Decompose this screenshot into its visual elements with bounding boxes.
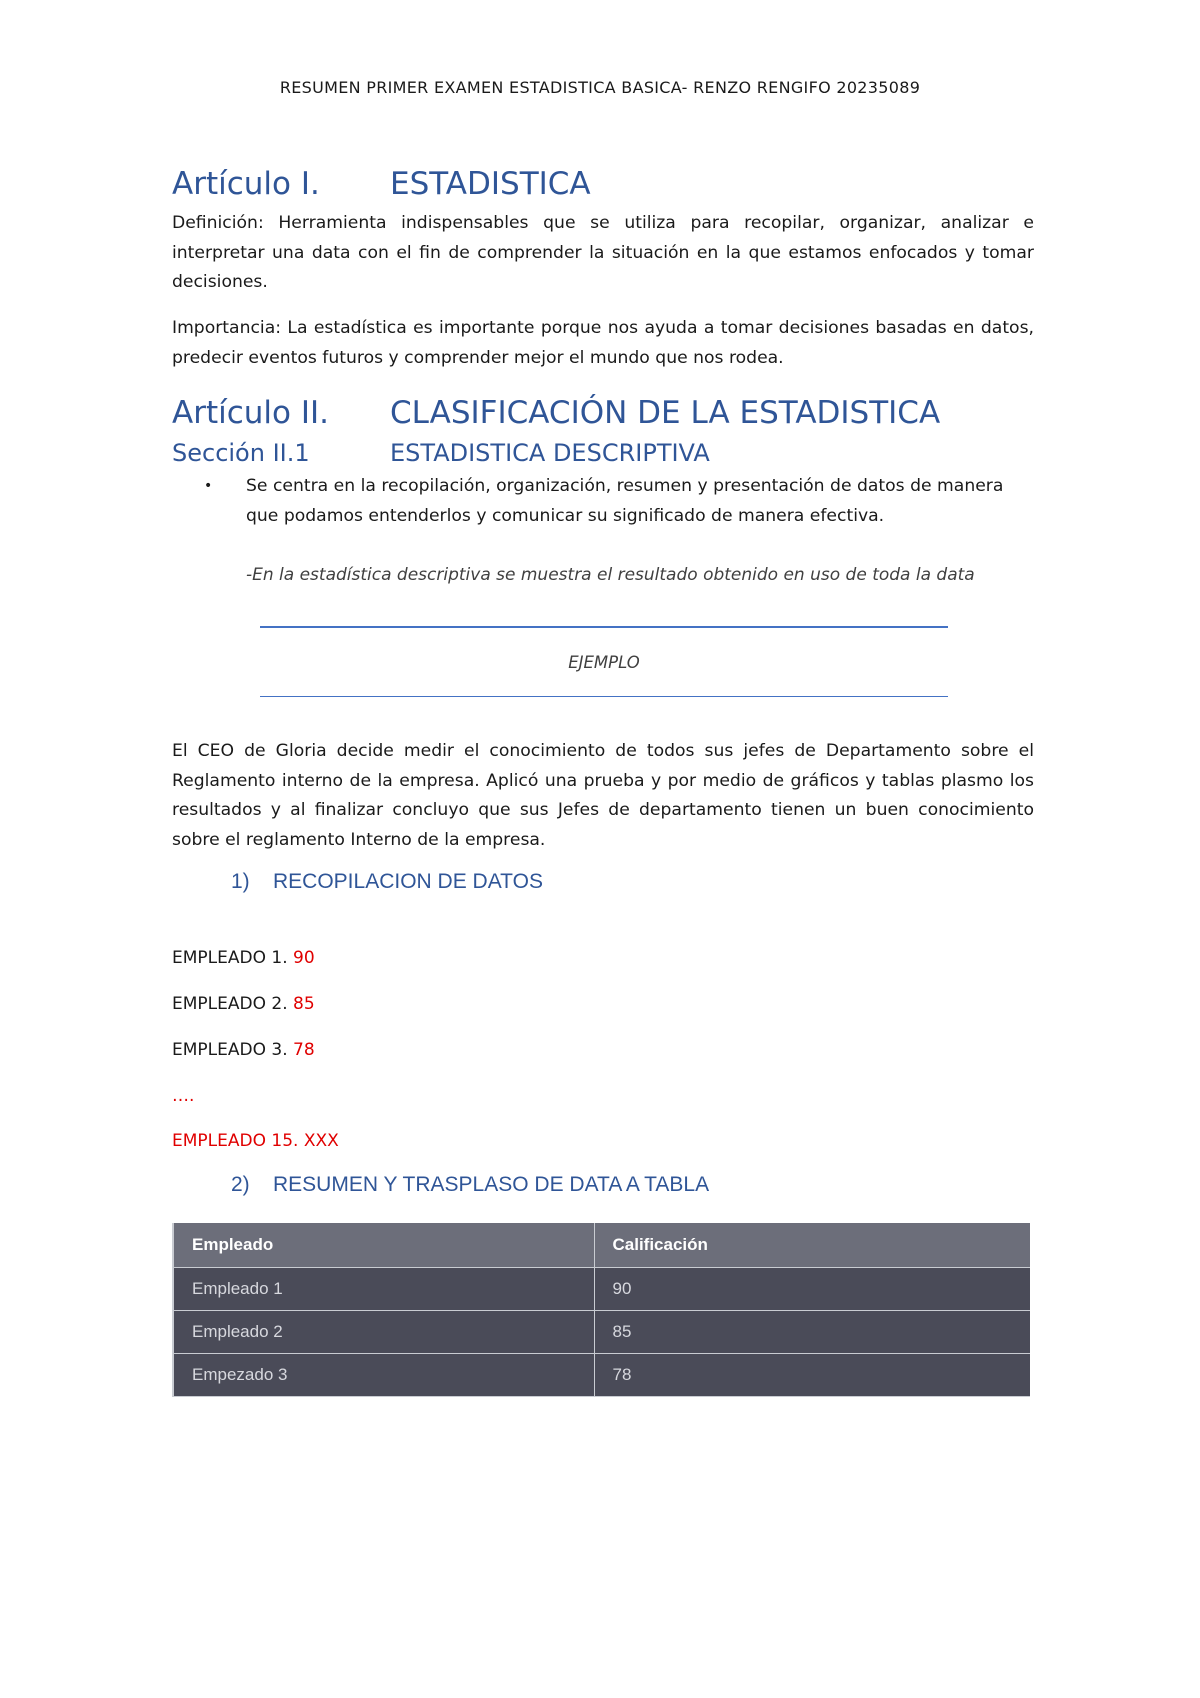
employee-1-score: 90 (293, 948, 315, 968)
cell-grade: 78 (594, 1353, 1030, 1396)
table-row (173, 1353, 1030, 1396)
cell-employee: Empleado 2 (173, 1310, 594, 1353)
header-calificacion: Calificación (594, 1223, 1030, 1267)
employee-15-line: EMPLEADO 15. XXX (172, 1131, 339, 1151)
bullet-text: Se centra en la recopilación, organización, resumen y presentación de datos de manera que podamos entenderlos y comunicar su significado de manera efectiva. (246, 476, 1004, 526)
step-2-heading (231, 1173, 710, 1197)
step-1-heading (231, 870, 543, 894)
step-1-number: 1) (231, 870, 250, 893)
employee-2-label: EMPLEADO 2. (172, 994, 294, 1014)
article-1-title: ESTADISTICA (390, 166, 591, 202)
definition-paragraph: Definición: Herramienta indispensables que se utiliza para recopilar, organizar, analizar e interpretar una data con el fin de comprender la situación en la que estamos enfocados y tomar decisiones. (172, 213, 1034, 292)
cell-employee: Empleado 1 (173, 1267, 594, 1310)
employee-1-line (172, 948, 315, 968)
bullet-icon: • (204, 478, 213, 494)
article-2-title: CLASIFICACIÓN DE LA ESTADISTICA (390, 395, 941, 431)
section-2-1-heading (172, 439, 710, 467)
article-1-number: Artículo I. (172, 166, 320, 202)
article-2-heading (172, 395, 941, 431)
employee-3-line (172, 1040, 315, 1060)
article-2-number: Artículo II. (172, 395, 329, 431)
section-2-1-number: Sección II.1 (172, 439, 310, 467)
employee-3-score: 78 (293, 1040, 315, 1060)
employee-3-label: EMPLEADO 3. (172, 1040, 294, 1060)
article-1-heading (172, 166, 591, 202)
descriptive-note: -En la estadística descriptiva se muestra el resultado obtenido en uso de toda la data (246, 565, 975, 585)
employee-1-label: EMPLEADO 1. (172, 948, 294, 968)
ellipsis: …. (172, 1086, 195, 1106)
table-row (173, 1267, 1030, 1310)
table-header-row (173, 1223, 1030, 1267)
header-empleado: Empleado (173, 1223, 594, 1267)
divider-bottom (260, 696, 948, 697)
importance-paragraph: Importancia: La estadística es importante porque nos ayuda a tomar decisiones basadas en datos, predecir eventos futuros y comprender mejor el mundo que nos rodea. (172, 318, 1034, 368)
divider-top (260, 626, 948, 628)
step-2-number: 2) (231, 1173, 250, 1196)
ejemplo-label: EJEMPLO (568, 653, 640, 672)
grades-table (172, 1223, 1030, 1397)
section-2-1-title: ESTADISTICA DESCRIPTIVA (390, 439, 710, 467)
cell-grade: 90 (594, 1267, 1030, 1310)
employee-2-line (172, 994, 315, 1014)
step-1-label: RECOPILACION DE DATOS (273, 870, 543, 893)
page-header: RESUMEN PRIMER EXAMEN ESTADISTICA BASICA- RENZO RENGIFO 20235089 (279, 78, 921, 97)
cell-grade: 85 (594, 1310, 1030, 1353)
employee-2-score: 85 (293, 994, 315, 1014)
table-row (173, 1310, 1030, 1353)
cell-employee: Empezado 3 (173, 1353, 594, 1396)
example-paragraph: El CEO de Gloria decide medir el conocimiento de todos sus jefes de Departamento sobre el Reglamento interno de la empresa. Aplicó una prueba y por medio de gráficos y tablas plasmo los resultados y al finalizar concluyo que sus Jefes de departamento tienen un buen conocimiento sobre el reglamento Interno de la empresa. (172, 741, 1034, 850)
step-2-label: RESUMEN Y TRASPLASO DE DATA A TABLA (273, 1173, 710, 1196)
